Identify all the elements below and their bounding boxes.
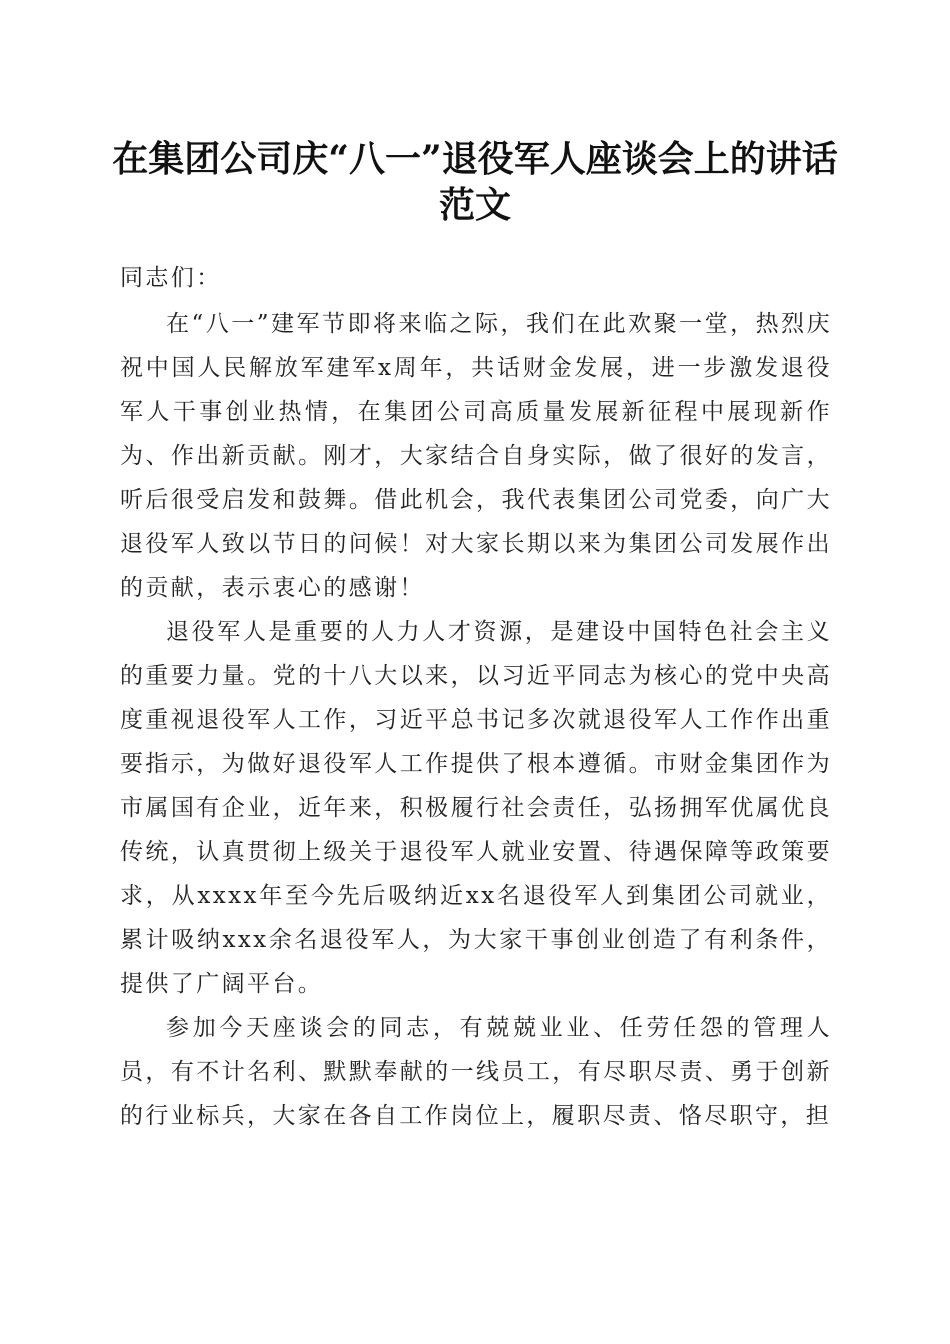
paragraph: 退役军人是重要的人力人才资源，是建设中国特色社会主义的重要力量。党的十八大以来，以习近平同志为核心的党中央高度重视退役军人工作，习近平总书记多次就退役军人工作作出重要指示，为做好退役军人工作提供了根本遵循。市财金集团作为市属国有企业，近年来，积极履行社会责任，弘扬拥军优属优良传统，认真贯彻上级关于退役军人就业安置、待遇保障等政策要求，从xxxx年至今先后吸纳近xx名退役军人到集团公司就业，累计吸纳xxx余名退役军人，为大家干事创业创造了有利条件，提供了广阔平台。 [120,619,832,997]
salutation: 同志们： [120,265,222,291]
paragraph: 在“八一”建军节即将来临之际，我们在此欢聚一堂，热烈庆祝中国人民解放军建军x周年，共话财金发展，进一步激发退役军人干事创业热情，在集团公司高质量发展新征程中展现新作为、作出新贡献。刚才，大家结合自身实际，做了很好的发言，听后很受启发和鼓舞。借此机会，我代表集团公司党委，向广大退役军人致以节日的问候！对大家长期以来为集团公司发展作出的贡献，表示衷心的感谢！ [120,311,832,601]
paragraph: 参加今天座谈会的同志，有兢兢业业、任劳任怨的管理人员，有不计名利、默默奉献的一线员工，有尽职尽责、勇于创新的行业标兵，大家在各自工作岗位上，履职尽责、恪尽职守，担 [120,1015,832,1129]
page-title: 在集团公司庆“八一”退役军人座谈会上的讲话范文 [112,138,838,226]
document-body [120,256,832,1138]
